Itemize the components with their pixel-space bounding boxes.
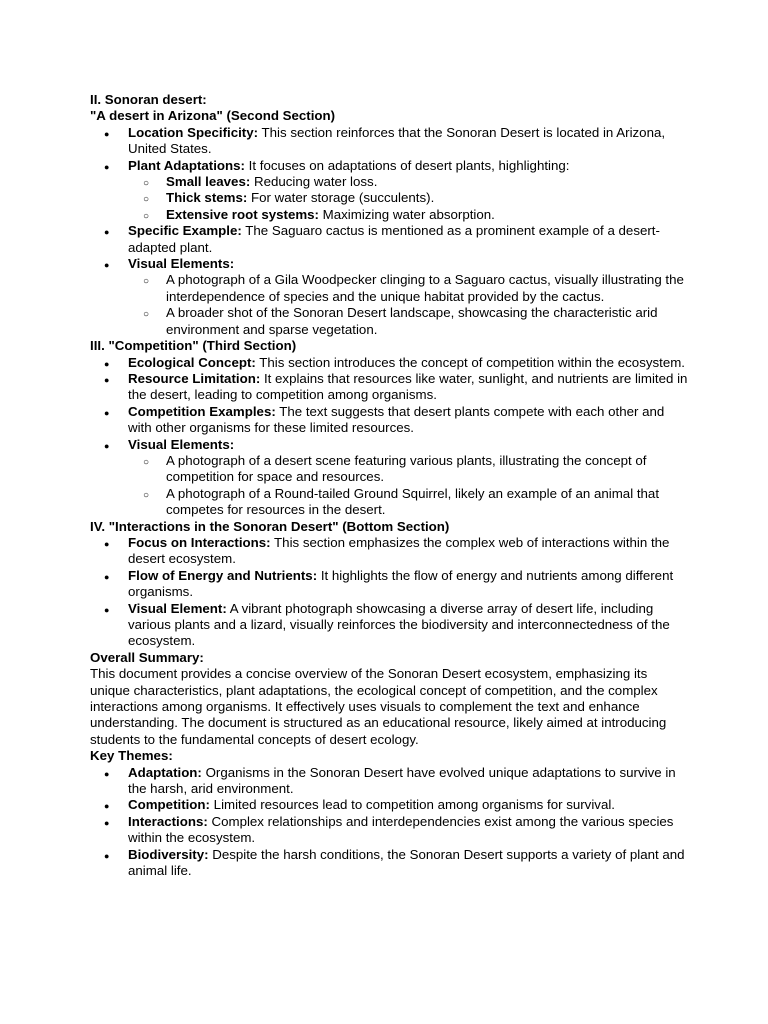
list-item: ○ A photograph of a desert scene featuring various plants, illustrating the concept of competition for space and resources. <box>128 453 690 486</box>
bullet-icon <box>104 158 114 175</box>
bullet-icon <box>104 797 114 814</box>
list-item: ● Visual Elements: ○ A photograph of a desert scene featuring various plants, illustrating the concept of competition for space and resources. ○ A photograph of a Round-tailed Ground Squirrel, likely an example of an animal that competes for resources in the desert. <box>90 437 690 519</box>
section-heading: IV. "Interactions in the Sonoran Desert" (Bottom Section) <box>90 518 450 534</box>
bullet-icon <box>104 814 114 831</box>
circle-bullet-icon <box>143 453 153 471</box>
bullet-icon <box>104 355 114 372</box>
circle-bullet-icon <box>143 305 153 323</box>
sub-bullet-list <box>128 174 690 223</box>
bullet-list <box>90 765 690 880</box>
list-item: ○ Small leaves: Reducing water loss. <box>128 174 690 190</box>
bullet-icon <box>104 765 114 782</box>
bullet-icon <box>104 256 114 273</box>
list-item: ● Resource Limitation: It explains that resources like water, sunlight, and nutrients are limited in the desert, leading to competition among organisms. <box>90 371 690 404</box>
list-item: ○ Thick stems: For water storage (succulents). <box>128 190 690 206</box>
summary-paragraph: This document provides a concise overview of the Sonoran Desert ecosystem, emphasizing its unique characteristics, plant adaptations, the ecological concept of competition, and the complex interactions among organisms. It effectively uses visuals to complement the text and enhance understanding. The document is structured as an educational resource, likely aimed at introducing students to the fundamental concepts of desert ecology. <box>90 666 667 747</box>
themes-heading: Key Themes: <box>90 748 173 764</box>
bullet-icon <box>104 847 114 864</box>
document-body <box>90 92 690 880</box>
circle-bullet-icon <box>143 486 153 504</box>
bullet-icon <box>104 404 114 421</box>
sub-bullet-list <box>128 272 690 338</box>
list-item: ○ A photograph of a Gila Woodpecker clinging to a Saguaro cactus, visually illustrating the interdependence of species and the unique habitat provided by the cactus. <box>128 272 690 305</box>
list-item: ● Visual Element: A vibrant photograph showcasing a diverse array of desert life, including various plants and a lizard, visually reinforces the biodiversity and interconnectedness of the ecosystem. <box>90 601 690 650</box>
list-item: ● Specific Example: The Saguaro cactus is mentioned as a prominent example of a desert-adapted plant. <box>90 223 690 256</box>
bullet-icon <box>104 371 114 388</box>
list-item: ● Focus on Interactions: This section emphasizes the complex web of interactions within the desert ecosystem. <box>90 535 690 568</box>
sub-bullet-list <box>128 453 690 519</box>
list-item: ● Competition Examples: The text suggests that desert plants compete with each other and with other organisms for these limited resources. <box>90 404 690 437</box>
list-item: ● Interactions: Complex relationships and interdependencies exist among the various species within the ecosystem. <box>90 814 690 847</box>
bullet-list <box>90 125 690 338</box>
list-item: ● Competition: Limited resources lead to competition among organisms for survival. <box>90 797 690 813</box>
section-heading: III. "Competition" (Third Section) <box>90 338 297 354</box>
bullet-icon <box>104 223 114 240</box>
circle-bullet-icon <box>143 272 153 290</box>
list-item: ● Ecological Concept: This section introduces the concept of competition within the ecosystem. <box>90 355 690 371</box>
list-item: ● Plant Adaptations: It focuses on adaptations of desert plants, highlighting: ○ Small leaves: Reducing water loss. ○ Thick stems: For water storage (succulents). ○ Extensive root systems: Maximizing water absorption. <box>90 158 690 224</box>
list-item: ● Location Specificity: This section reinforces that the Sonoran Desert is located in Arizona, United States. <box>90 125 690 158</box>
list-item: ● Biodiversity: Despite the harsh conditions, the Sonoran Desert supports a variety of plant and animal life. <box>90 847 690 880</box>
list-item: ○ A broader shot of the Sonoran Desert landscape, showcasing the characteristic arid environment and sparse vegetation. <box>128 305 690 338</box>
bullet-icon <box>104 568 114 585</box>
bullet-icon <box>104 601 114 618</box>
section-heading: II. Sonoran desert: <box>90 92 207 107</box>
bullet-icon <box>104 437 114 454</box>
bullet-list <box>90 535 690 650</box>
list-item: ● Flow of Energy and Nutrients: It highlights the flow of energy and nutrients among different organisms. <box>90 568 690 601</box>
list-item: ● Visual Elements: ○ A photograph of a Gila Woodpecker clinging to a Saguaro cactus, visually illustrating the interdependence of species and the unique habitat provided by the cactus. ○ A broader shot of the Sonoran Desert landscape, showcasing the characteristic arid environment and sparse vegetation. <box>90 256 690 338</box>
section-subheading: "A desert in Arizona" (Second Section) <box>90 108 336 124</box>
list-item: ○ A photograph of a Round-tailed Ground Squirrel, likely an example of an animal that competes for resources in the desert. <box>128 486 690 519</box>
list-item: ● Adaptation: Organisms in the Sonoran Desert have evolved unique adaptations to survive in the harsh, arid environment. <box>90 765 690 798</box>
bullet-icon <box>104 125 114 142</box>
bullet-icon <box>104 535 114 552</box>
summary-heading: Overall Summary: <box>90 649 204 665</box>
bullet-list <box>90 355 690 519</box>
list-item: ○ Extensive root systems: Maximizing water absorption. <box>128 207 690 223</box>
